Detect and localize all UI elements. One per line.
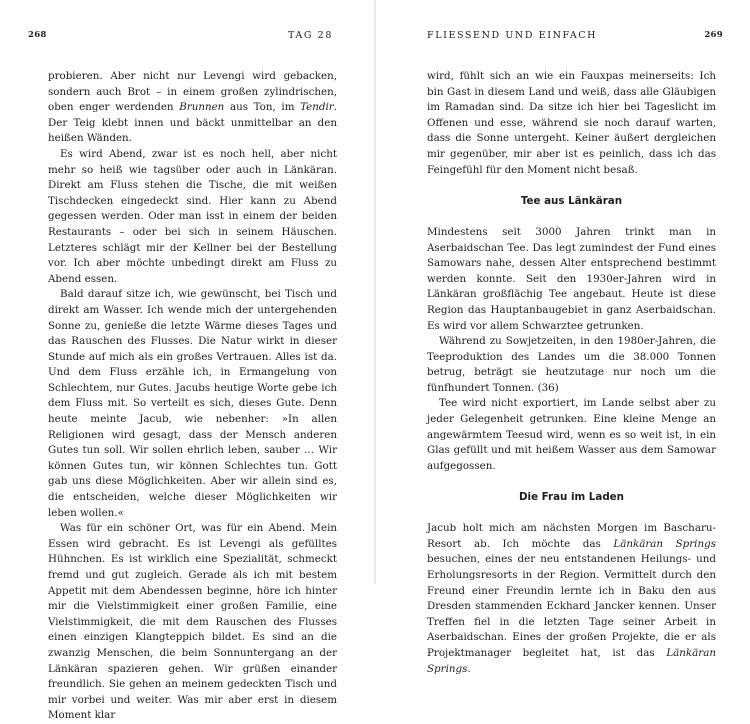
paragraph: probieren. Aber nicht nur Levengi wird gebacken, sondern auch Brot – in einem großen zylindrischen, oben enger werdenden Brunnen aus Ton, im Tendir. Der Teig klebt innen und bäckt unmittelbar an den heißen Wänden.	[48, 70, 337, 145]
italic-term: Tendir	[300, 101, 334, 114]
page-number: 268	[28, 30, 47, 40]
italic-term: Brunnen	[179, 101, 225, 114]
paragraph: Was für ein schöner Ort, was für ein Abend. Mein Essen wird gebracht. Es ist Levengi als gefülltes Hühnchen. Es ist wirklich eine Spezialität, schmeckt fremd und gut zugleich. Gerade als ich mit bestem Appetit mit dem Abendessen beginne, höre ich hinter mir die Vielstimmigkeit einer großen Familie, eine Vielstimmigkeit, die mit dem Rauschen des Flusses einen einzigen Klangteppich bildet. Es sind an die zwanzig Menschen, die beim Sonnuntergang an der Länkäran spazieren gehen. Wir grüßen einander freundlich. Sie gehen an meinem gedeckten Tisch und mir vorbei und weiter. Was mir aber erst in diesem Moment klar	[48, 522, 337, 722]
right-page	[375, 0, 750, 675]
paragraph: wird, fühlt sich an wie ein Fauxpas meinerseits: Ich bin Gast in diesem Land und weiß, dass alle Gläubigen im Ramadan sind. Da sitze ich hier bei Tageslicht im Offenen und esse, während sie noch darauf warten, dass die Sonne untergeht. Keiner äußert dergleichen mir gegenüber, mir aber ist es peinlich, dass ich das Feingefühl für den Moment nicht besaß.	[427, 70, 716, 176]
page-number: 269	[704, 30, 723, 40]
paragraph: Bald darauf sitze ich, wie gewünscht, bei Tisch und direkt am Wasser. Ich wende mich der untergehenden Sonne zu, genieße die letzte Wärme dieses Tages und das Rauschen des Flusses. Die Natur wirkt in dieser Stunde auf mich als ein großes Vertrauen. Alles ist da. Und dem Fluss erzähle ich, in Ermangelung von Schlechtem, nur Gutes. Jacubs heutige Worte gebe ich dem Fluss mit. So verteilt es sich, dieses Gute. Denn heute meinte Jacub, wie nebenher: »In allen Religionen wird gesagt, dass der Mensch anderen Gutes tun soll. Wir sollen ehrlich leben, sauber … Wir können Gutes tun, wir können Schlechtes tun. Gott gab uns diese Möglichkeiten. Aber wir allein sind es, die entscheiden, welche dieser Möglichkeiten wir leben wollen.«	[48, 288, 337, 519]
paragraph: Jacub holt mich am nächsten Morgen im Bascharu-Resort ab. Ich möchte das Länkäran Springs besuchen, eines der neu entstandenen Heilungs- und Erholungsresorts in der Region. Vermittelt durch den Freund einer Freundin lernte ich in Baku den aus Dresden stammenden Eckhard Jancker kennen. Unser Treffen fiel in die letzten Tage seiner Arbeit in Aserbaidschan. Eines der großen Projekte, die er als Projektmanager begleitet hat, ist das Länkäran Springs.	[427, 522, 716, 675]
section-heading: Die Frau im Laden	[519, 491, 624, 504]
body-text	[48, 69, 337, 724]
running-head: FLIESSEND UND EINFACH	[427, 30, 598, 41]
body-text	[427, 69, 716, 677]
section-heading: Tee aus Länkäran	[520, 194, 623, 207]
running-head: TAG 28	[288, 30, 333, 41]
italic-term: Länkäran Springs	[613, 537, 716, 550]
italic-term: Länkäran Springs	[427, 646, 716, 675]
left-page	[0, 0, 375, 722]
paragraph: Während zu Sowjetzeiten, in den 1980er-Jahren, die Teeproduktion des Landes um die 38.000 Tonnen betrug, beträgt sie heutzutage nur noch um die fünfhundert Tonnen. (36)	[427, 335, 716, 394]
paragraph: Mindestens seit 3000 Jahren trinkt man in Aserbaidschan Tee. Das legt zumindest der Fund eines Samowars nahe, dessen Alter entsprechend bestimmt werden konnte. Seit den 1930er-Jahren wird in Länkäran großflächig Tee angebaut. Heute ist diese Region das Hauptanbaugebiet in ganz Aserbaidschan. Es wird vor allem Schwarztee getrunken.	[427, 225, 716, 332]
paragraph: Es wird Abend, zwar ist es noch hell, aber nicht mehr so heiß wie tagsüber oder auch in Länkäran. Direkt am Fluss stehen die Tische, die mit weißen Tischdecken eingedeckt sind. Hier kann zu Abend gegessen werden. Oder man isst in einem der beiden Restaurants – oder bei sich in seinem Häuschen. Letzteres schlägt mir der Kellner bei der Bestellung vor. Ich aber möchte unbedingt direkt am Fluss zu Abend essen.	[48, 147, 337, 285]
paragraph: Tee wird nicht exportiert, im Lande selbst aber zu jeder Gelegenheit getrunken. Eine kleine Menge an angewärmtem Teesud wird, wenn es so weit ist, in ein Glas gefüllt und mit heißem Wasser aus dem Samowar aufgegossen.	[427, 397, 716, 472]
